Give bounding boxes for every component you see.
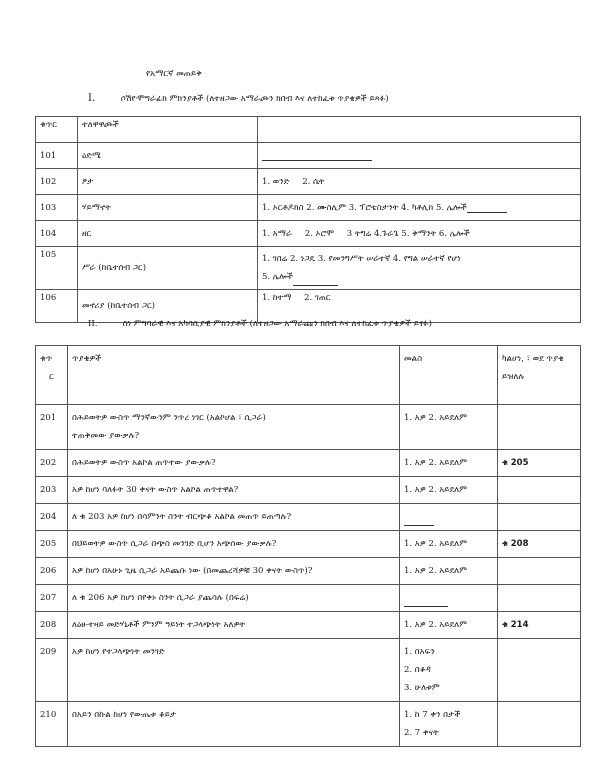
table-row <box>36 477 581 504</box>
table-row <box>36 531 581 558</box>
option[interactable]: 1. በአፍን <box>404 647 435 657</box>
row-question: አዎ ከሆነ ባለፉት 30 ቀናት ውስጥ አልኮል ጠጥተዋል? <box>68 477 400 504</box>
row-code: 201 <box>36 405 68 450</box>
row-answer[interactable]: 1. አዎ 2. አይደለም <box>400 405 498 450</box>
row-label: ፆታ <box>78 169 258 195</box>
row-skip <box>498 639 581 702</box>
section-1-number: I. <box>88 93 96 104</box>
option[interactable]: 2. ሙስሊም <box>306 202 347 213</box>
table-row <box>36 290 581 323</box>
row-skip <box>498 405 581 450</box>
table-row <box>36 143 581 169</box>
row-answer[interactable] <box>400 585 498 612</box>
table-row <box>36 639 581 702</box>
table-row <box>36 221 581 247</box>
header-code: ቁጥ ር <box>36 346 68 405</box>
option-line[interactable]: 1. ገበሬ 2. ነጋዴ 3. የመንግሥት ሠራተኛ 4. የግል ሠራተኛ የሆነ <box>262 254 461 264</box>
row-skip <box>498 477 581 504</box>
row-skip: ቁ 208 <box>498 531 581 558</box>
residence-options[interactable] <box>258 290 581 323</box>
row-code: 208 <box>36 612 68 639</box>
age-answer-cell[interactable] <box>258 143 581 169</box>
row-code: 203 <box>36 477 68 504</box>
table-row <box>36 405 581 450</box>
row-code: 210 <box>36 702 68 747</box>
row-code: 105 <box>36 247 78 290</box>
option[interactable]: 3. ፕሮቴስታንት <box>348 202 399 213</box>
row-answer[interactable]: 1. አዎ 2. አይደለም <box>400 477 498 504</box>
option[interactable]: 1. ወንድ <box>262 176 290 187</box>
table-row <box>36 612 581 639</box>
table-row <box>36 195 581 221</box>
row-label: ዘር <box>78 221 258 247</box>
option[interactable]: 1. ከተማ <box>262 293 292 303</box>
row-answer-options[interactable] <box>400 702 498 747</box>
row-label: ዕድሜ <box>78 143 258 169</box>
table-row <box>36 169 581 195</box>
row-question: ለ ቁ 203 አዎ ከሆነ በሳምንት ስንት ብርጭቆ አልኮል መጠጥ ይጠጣሉ? <box>68 504 400 531</box>
sociodemographic-table <box>35 116 581 323</box>
row-code: 202 <box>36 450 68 477</box>
row-answer[interactable]: 1. አዎ 2. አይደለም <box>400 531 498 558</box>
option[interactable]: 4. ካቶሊክ <box>401 202 434 213</box>
option[interactable]: 5. ሌሎች <box>435 202 467 213</box>
other-blank-line[interactable] <box>467 203 507 213</box>
table-row <box>36 702 581 747</box>
row-code: 204 <box>36 504 68 531</box>
row-code: 102 <box>36 169 78 195</box>
table-row <box>36 504 581 531</box>
occupation-options[interactable] <box>258 247 581 290</box>
document-title: የአማርኛ መጠይቅ <box>146 69 202 79</box>
option[interactable]: 5. ቅማንት 6. ሌሎች <box>401 228 470 239</box>
row-answer[interactable]: 1. አዎ 2. አይደለም <box>400 612 498 639</box>
row-question: ለዕፀ-ተዛይ መድሃኒቶች ምንም ዓይነት ተጋላጭነት አለዎት <box>68 612 400 639</box>
row-question: ለ ቁ 206 አዎ ከሆነ በየቀኑ ስንት ሲጋራ ያጨሳሉ (በፍሬ) <box>68 585 400 612</box>
table-row <box>36 558 581 585</box>
section-1-title: ሶሽዮሞግራፊክ ምክንያቶች (ለተዘጋው አማራጮን ክበብ እና ለተከፈቱ ጥያቄዎች ይጻፉ) <box>120 94 389 104</box>
sex-options[interactable] <box>258 169 581 195</box>
option-line-2[interactable]: 5. ሌሎች <box>262 268 576 286</box>
row-code: 209 <box>36 639 68 702</box>
row-code: 106 <box>36 290 78 323</box>
row-answer[interactable]: 1. አዎ 2. አይደለም <box>400 450 498 477</box>
option[interactable]: 2. ገጠር <box>304 293 331 303</box>
row-question: በህይወትዎ ውስጥ ሲጋራ በጭስ መንገድ ቢሆን አጭሰው ያውቃሉ? <box>68 531 400 558</box>
row-question: አዎ ከሆነ የተጋላጭነት መንገድ <box>68 639 400 702</box>
table-header-row <box>36 117 581 143</box>
header-skip: ካልሆነ, ፣ ወደ ጥያቄ ይዝለሉ <box>498 346 581 405</box>
option[interactable]: 3 ትግሬ <box>346 228 372 239</box>
row-question: በሕይወትዎ ውስጥ ማንኛውንም ንጥረ ነገር (አልኮሆል ፣ ሲጋራ) ተጠቅመው ያውቃሉ? <box>68 405 400 450</box>
option[interactable]: 1. ከ 7 ቀን በታች <box>404 710 461 720</box>
row-answer-options[interactable] <box>400 639 498 702</box>
row-code: 104 <box>36 221 78 247</box>
row-skip <box>498 585 581 612</box>
row-skip: ቁ 205 <box>498 450 581 477</box>
row-question: በሕይወትዎ ውስጥ አልኮል ጠጥተው ያውቃሉ? <box>68 450 400 477</box>
table-row <box>36 247 581 290</box>
option[interactable]: 4.ጉራጌ <box>373 228 399 239</box>
other-blank-line[interactable] <box>293 276 338 286</box>
option[interactable]: 2. 7 ቀናት <box>404 728 439 738</box>
row-label: መኖሪያ (ከቤተሰብ ጋር) <box>78 290 258 323</box>
row-label: ሥራ (ከቤተሰብ ጋር) <box>78 247 258 290</box>
behavioral-table <box>35 345 581 747</box>
row-question: አዎ ከሆነ በአሁኑ ጊዜ ሲጋራ አይጨሱ ነው (በመጨረሻዎቹ 30 ቀናት ውስጥ)? <box>68 558 400 585</box>
row-answer[interactable]: 1. አዎ 2. አይደለም <box>400 558 498 585</box>
row-code: 101 <box>36 143 78 169</box>
answer-blank-line[interactable] <box>404 516 434 526</box>
option[interactable]: 2. በቆዳ <box>404 665 431 675</box>
option[interactable]: 1. ኦርቶዶክስ <box>262 202 304 213</box>
row-code: 205 <box>36 531 68 558</box>
option[interactable]: 3. ሁለቱም <box>404 683 440 693</box>
answer-blank-line[interactable] <box>404 597 448 607</box>
header-question: ጥያቄዎች <box>68 346 400 405</box>
header-code: ቁጥር <box>36 117 78 143</box>
option[interactable]: 2. ኦሮሞ <box>304 228 335 239</box>
table-header-row <box>36 346 581 405</box>
row-answer[interactable] <box>400 504 498 531</box>
age-blank-line[interactable] <box>262 151 372 161</box>
ethnicity-options[interactable] <box>258 221 581 247</box>
religion-options[interactable] <box>258 195 581 221</box>
header-answer <box>258 117 581 143</box>
row-skip: ቁ 214 <box>498 612 581 639</box>
row-question: በአይን በኩል ከሆነ የውጤቱ ቆይታ <box>68 702 400 747</box>
option[interactable]: 2. ሴት <box>302 176 325 187</box>
row-code: 207 <box>36 585 68 612</box>
option[interactable]: 1. አማራ <box>262 228 293 239</box>
table-row <box>36 585 581 612</box>
section-1-heading <box>88 93 389 104</box>
section-2-number: II. <box>88 319 98 329</box>
row-skip <box>498 558 581 585</box>
row-skip <box>498 504 581 531</box>
section-2-heading <box>88 319 432 329</box>
header-answer: መልስ <box>400 346 498 405</box>
row-skip <box>498 702 581 747</box>
section-2-title: ስነ ምግባራዊ እና አካባቢያዊ ምክንያቶች (ለተዘጋው አማራጩን ክበብ እና ለተከፈቱ ጥያቄዎች ይፃፉ) <box>122 319 432 329</box>
row-code: 206 <box>36 558 68 585</box>
row-code: 103 <box>36 195 78 221</box>
row-label: ሃይማኖት <box>78 195 258 221</box>
header-variable: ተለዋዋጮች <box>78 117 258 143</box>
table-row <box>36 450 581 477</box>
